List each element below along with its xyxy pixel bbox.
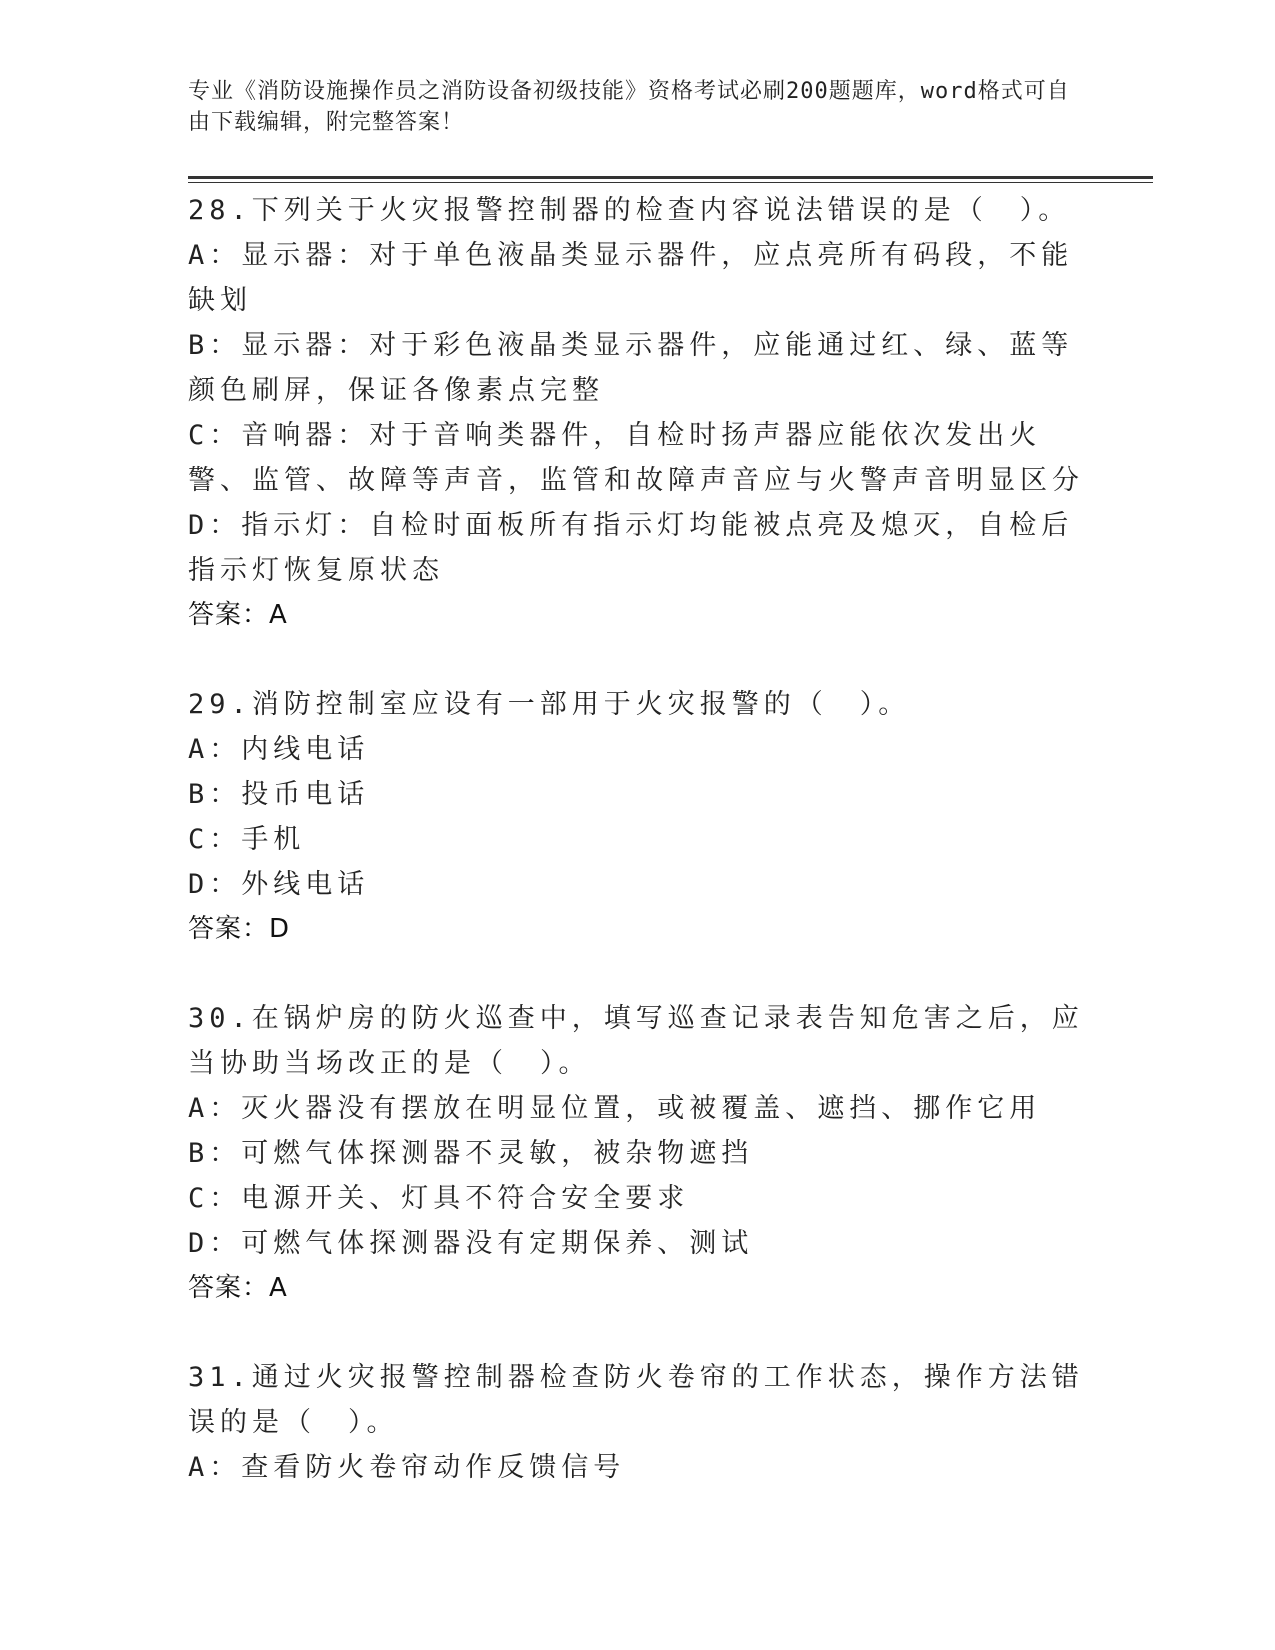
question-stem: 31.通过火灾报警控制器检查防火卷帘的工作状态，操作方法错误的是（ ）。 (188, 1362, 1084, 1438)
header-rule-thin (188, 182, 1153, 183)
document-header: 专业《消防设施操作员之消防设备初级技能》资格考试必刷200题题库，word格式可自由下载编辑，附完整答案！ (188, 79, 1070, 135)
answer-label: 答案：D (188, 914, 291, 944)
option-a: A：显示器：对于单色液晶类显示器件，应点亮所有码段，不能缺划 (188, 240, 1074, 316)
question-stem: 30.在锅炉房的防火巡查中，填写巡查记录表告知危害之后，应当协助当场改正的是（ ）。 (188, 1003, 1084, 1079)
option-b: B：显示器：对于彩色液晶类显示器件，应能通过红、绿、蓝等颜色刷屏，保证各像素点完整 (188, 330, 1074, 406)
option-b: B：可燃气体探测器不灵敏，被杂物遮挡 (188, 1138, 754, 1169)
option-c: C：音响器：对于音响类器件，自检时扬声器应能依次发出火警、监管、故障等声音，监管和故障声音应与火警声音明显区分 (188, 420, 1084, 496)
answer-label: 答案：A (188, 600, 288, 630)
option-a: A：内线电话 (188, 734, 370, 765)
option-a: A：灭火器没有摆放在明显位置，或被覆盖、遮挡、挪作它用 (188, 1093, 1042, 1124)
question-31 (188, 1355, 1088, 1490)
option-d: D：可燃气体探测器没有定期保养、测试 (188, 1228, 754, 1259)
question-list (188, 188, 1088, 1534)
option-a: A：查看防火卷帘动作反馈信号 (188, 1452, 626, 1483)
question-stem: 29.消防控制室应设有一部用于火灾报警的（ ）。 (188, 689, 911, 720)
option-c: C：手机 (188, 824, 306, 855)
question-30 (188, 996, 1088, 1311)
option-c: C：电源开关、灯具不符合安全要求 (188, 1183, 690, 1214)
option-b: B：投币电话 (188, 779, 370, 810)
answer-label: 答案：A (188, 1273, 288, 1303)
question-29 (188, 682, 1088, 952)
header-rule-thick (188, 176, 1153, 179)
question-stem: 28.下列关于火灾报警控制器的检查内容说法错误的是（ ）。 (188, 195, 1071, 226)
option-d: D：外线电话 (188, 869, 370, 900)
question-28 (188, 188, 1088, 638)
option-d: D：指示灯：自检时面板所有指示灯均能被点亮及熄灭，自检后指示灯恢复原状态 (188, 510, 1074, 586)
